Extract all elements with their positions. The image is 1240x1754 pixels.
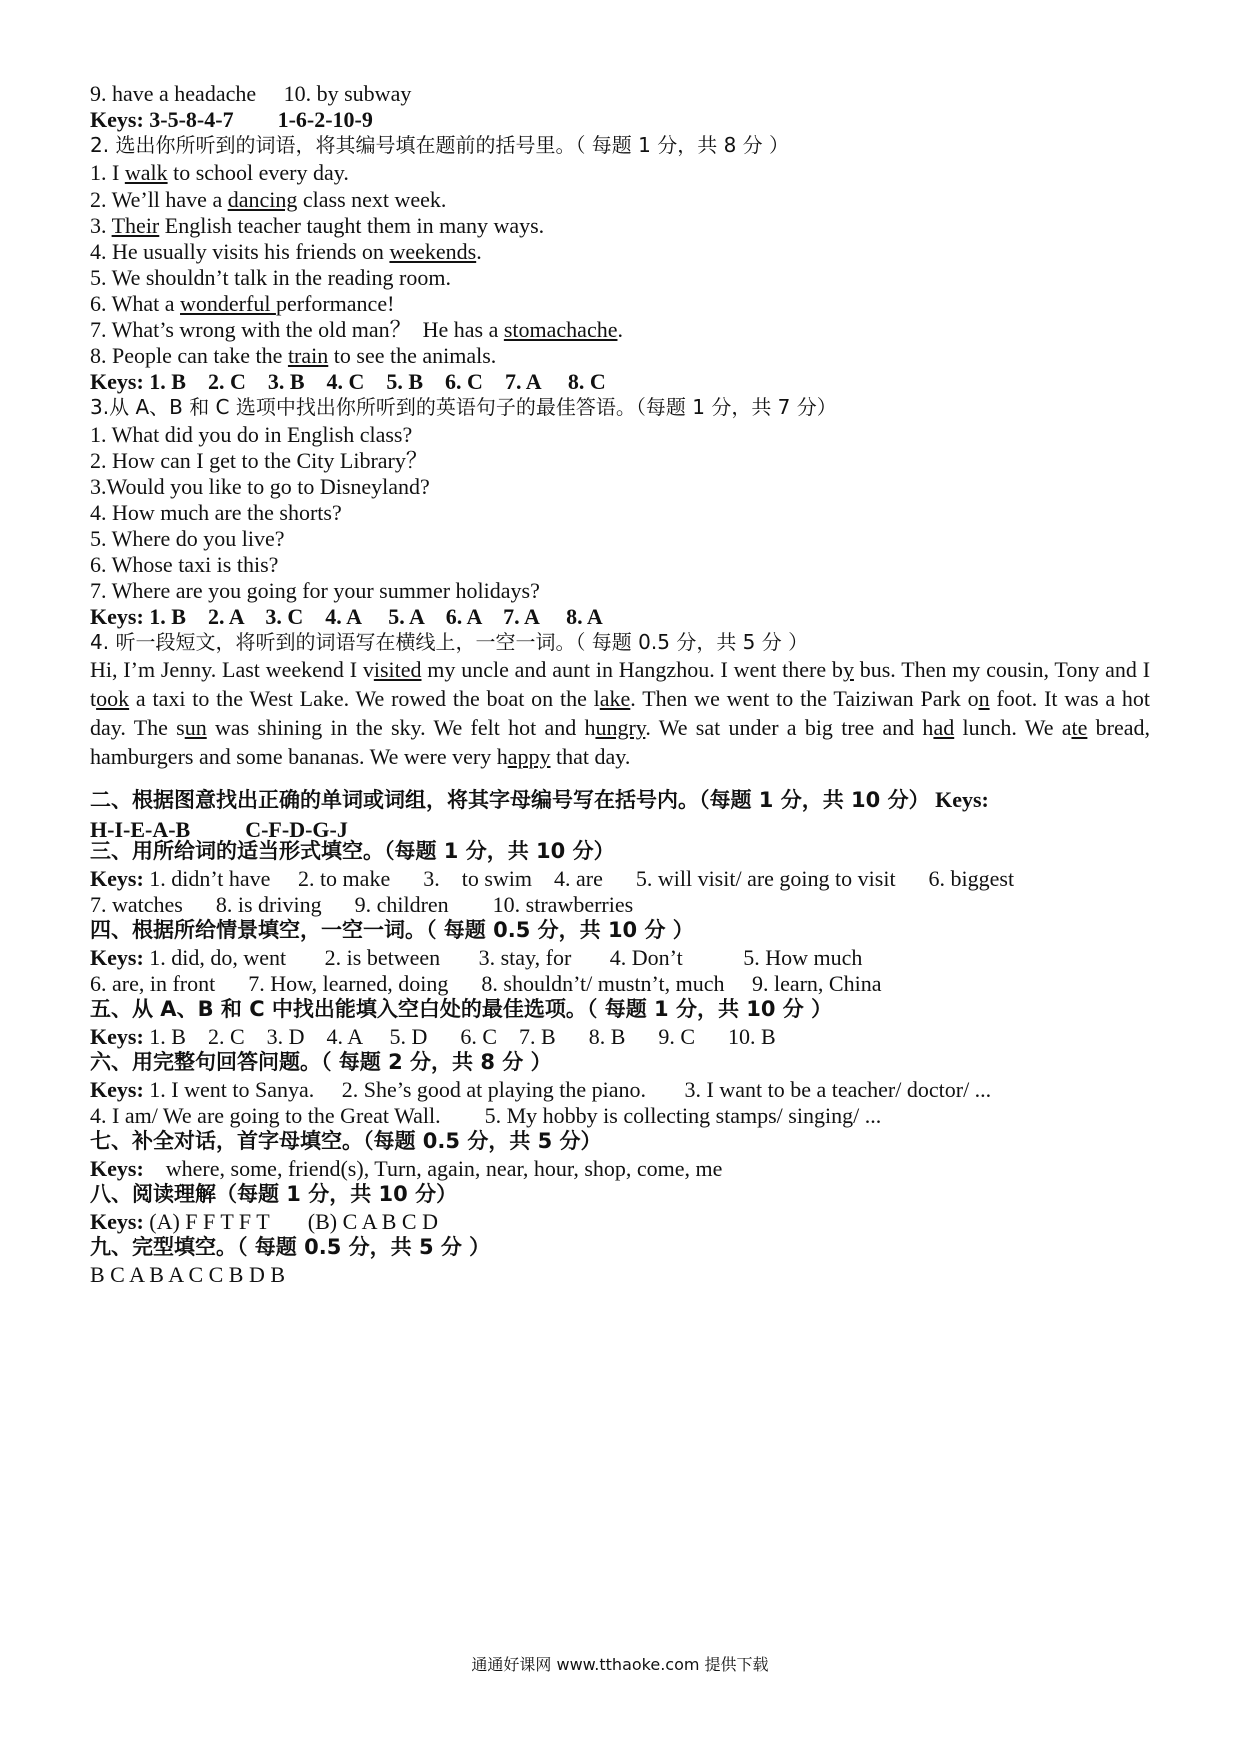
q2-keys: Keys: 1. B 2. C 3. B 4. C 5. B 6. C 7. A 8. C <box>90 369 606 394</box>
q3-item: 5. Where do you live? <box>90 526 285 551</box>
q2-sentence-7: 7. What’s wrong with the old man？ He has a stomachache. <box>90 317 623 342</box>
section3-keys-line2: 7. watches 8. is driving 9. children 10. strawberries <box>90 892 634 917</box>
footer-download-credit: 通通好课网 www.tthaoke.com 提供下载 <box>471 1655 769 1674</box>
q3-item: 7. Where are you going for your summer holidays? <box>90 578 540 603</box>
section7-keys: Keys: where, some, friend(s), Turn, again, near, hour, shop, come, me <box>90 1156 723 1181</box>
section6-keys-line1: Keys: 1. I went to Sanya. 2. She’s good at playing the piano. 3. I want to be a teacher/ doctor/ ... <box>90 1077 992 1102</box>
section8-title: 八、阅读理解（每题 1 分，共 10 分） <box>90 1182 458 1206</box>
q2-sentence-4: 4. He usually visits his friends on weekends. <box>90 239 482 264</box>
section4-keys-line2: 6. are, in front 7. How, learned, doing 8. shouldn’t/ mustn’t, much 9. learn, China <box>90 971 882 996</box>
q3-item: 2. How can I get to the City Library？ <box>90 448 428 473</box>
section3-keys-line1: Keys: 1. didn’t have 2. to make 3. to swim 4. are 5. will visit/ are going to visit 6. biggest <box>90 866 1015 891</box>
q3-item: 1. What did you do in English class? <box>90 422 413 447</box>
listening-part1-keys: Keys: 3-5-8-4-7 1-6-2-10-9 <box>90 107 373 132</box>
q3-keys: Keys: 1. B 2. A 3. C 4. A 5. A 6. A 7. A 8. A <box>90 604 603 629</box>
section9-keys: B C A B A C C B D B <box>90 1262 286 1287</box>
q2-title: 2. 选出你所听到的词语，将其编号填在题前的括号里。（ 每题 1 分，共 8 分 ） <box>90 133 790 157</box>
section7-title: 七、补全对话，首字母填空。（每题 0.5 分，共 5 分） <box>90 1129 602 1153</box>
q4-passage: Hi, I’m Jenny. Last weekend I visited my uncle and aunt in Hangzhou. I went there by bus. Then my cousin, Tony and I took a taxi to the West Lake. We rowed the boat on the lake. Then we went to the Taiziwan Park on foot. It was a hot day. The sun was shining in the sky. We felt hot and hungry. We sat under a big tree and had lunch. We ate bread, hamburgers and some bananas. We were very happy that day. <box>90 657 1151 769</box>
q2-sentence-6: 6. What a wonderful performance! <box>90 291 395 316</box>
q3-item: 3.Would you like to go to Disneyland? <box>90 474 430 499</box>
q2-sentence-2: 2. We’ll have a dancing class next week. <box>90 187 447 212</box>
q3-item: 4. How much are the shorts? <box>90 500 342 525</box>
section4-title: 四、根据所给情景填空，一空一词。（ 每题 0.5 分，共 10 分 ） <box>90 918 694 942</box>
section5-keys: Keys: 1. B 2. C 3. D 4. A 5. D 6. C 7. B 8. B 9. C 10. B <box>90 1024 776 1049</box>
section6-keys-line2: 4. I am/ We are going to the Great Wall. 5. My hobby is collecting stamps/ singing/ ... <box>90 1103 882 1128</box>
q2-sentence-8: 8. People can take the train to see the animals. <box>90 343 497 368</box>
q2-sentence-1: 1. I walk to school every day. <box>90 160 349 185</box>
q3-title: 3.从 A、B 和 C 选项中找出你所听到的英语句子的最佳答语。（每题 1 分，共 7 分） <box>90 395 837 419</box>
q2-sentence-3: 3. Their English teacher taught them in many ways. <box>90 213 545 238</box>
section9-title: 九、完型填空。（ 每题 0.5 分，共 5 分 ） <box>90 1235 491 1259</box>
section8-keys: Keys: (A) F F T F T (B) C A B C D <box>90 1209 438 1234</box>
section4-keys-line1: Keys: 1. did, do, went 2. is between 3. stay, for 4. Don’t 5. How much <box>90 945 863 970</box>
section6-title: 六、用完整句回答问题。（ 每题 2 分，共 8 分 ） <box>90 1050 552 1074</box>
q2-sentence-5: 5. We shouldn’t talk in the reading room. <box>90 265 451 290</box>
section2-title: 二、根据图意找出正确的单词或词组，将其字母编号写在括号内。（每题 1 分，共 10 分） <box>90 788 930 812</box>
q4-title: 4. 听一段短文，将听到的词语写在横线上，一空一词。（ 每题 0.5 分，共 5 分 ） <box>90 630 809 654</box>
listening-items-9-10: 9. have a headache 10. by subway <box>90 81 412 106</box>
section3-title: 三、用所给词的适当形式填空。（每题 1 分，共 10 分） <box>90 839 615 863</box>
section2: 二、根据图意找出正确的单词或词组，将其字母编号写在括号内。（每题 1 分，共 10 分） Keys: H-I-E-A-B C-F-D-G-J <box>90 787 989 842</box>
q3-item: 6. Whose taxi is this? <box>90 552 279 577</box>
section2-keys: H-I-E-A-B C-F-D-G-J <box>90 817 348 842</box>
section5-title: 五、从 A、B 和 C 中找出能填入空白处的最佳选项。（ 每题 1 分，共 10 分 ） <box>90 997 833 1021</box>
